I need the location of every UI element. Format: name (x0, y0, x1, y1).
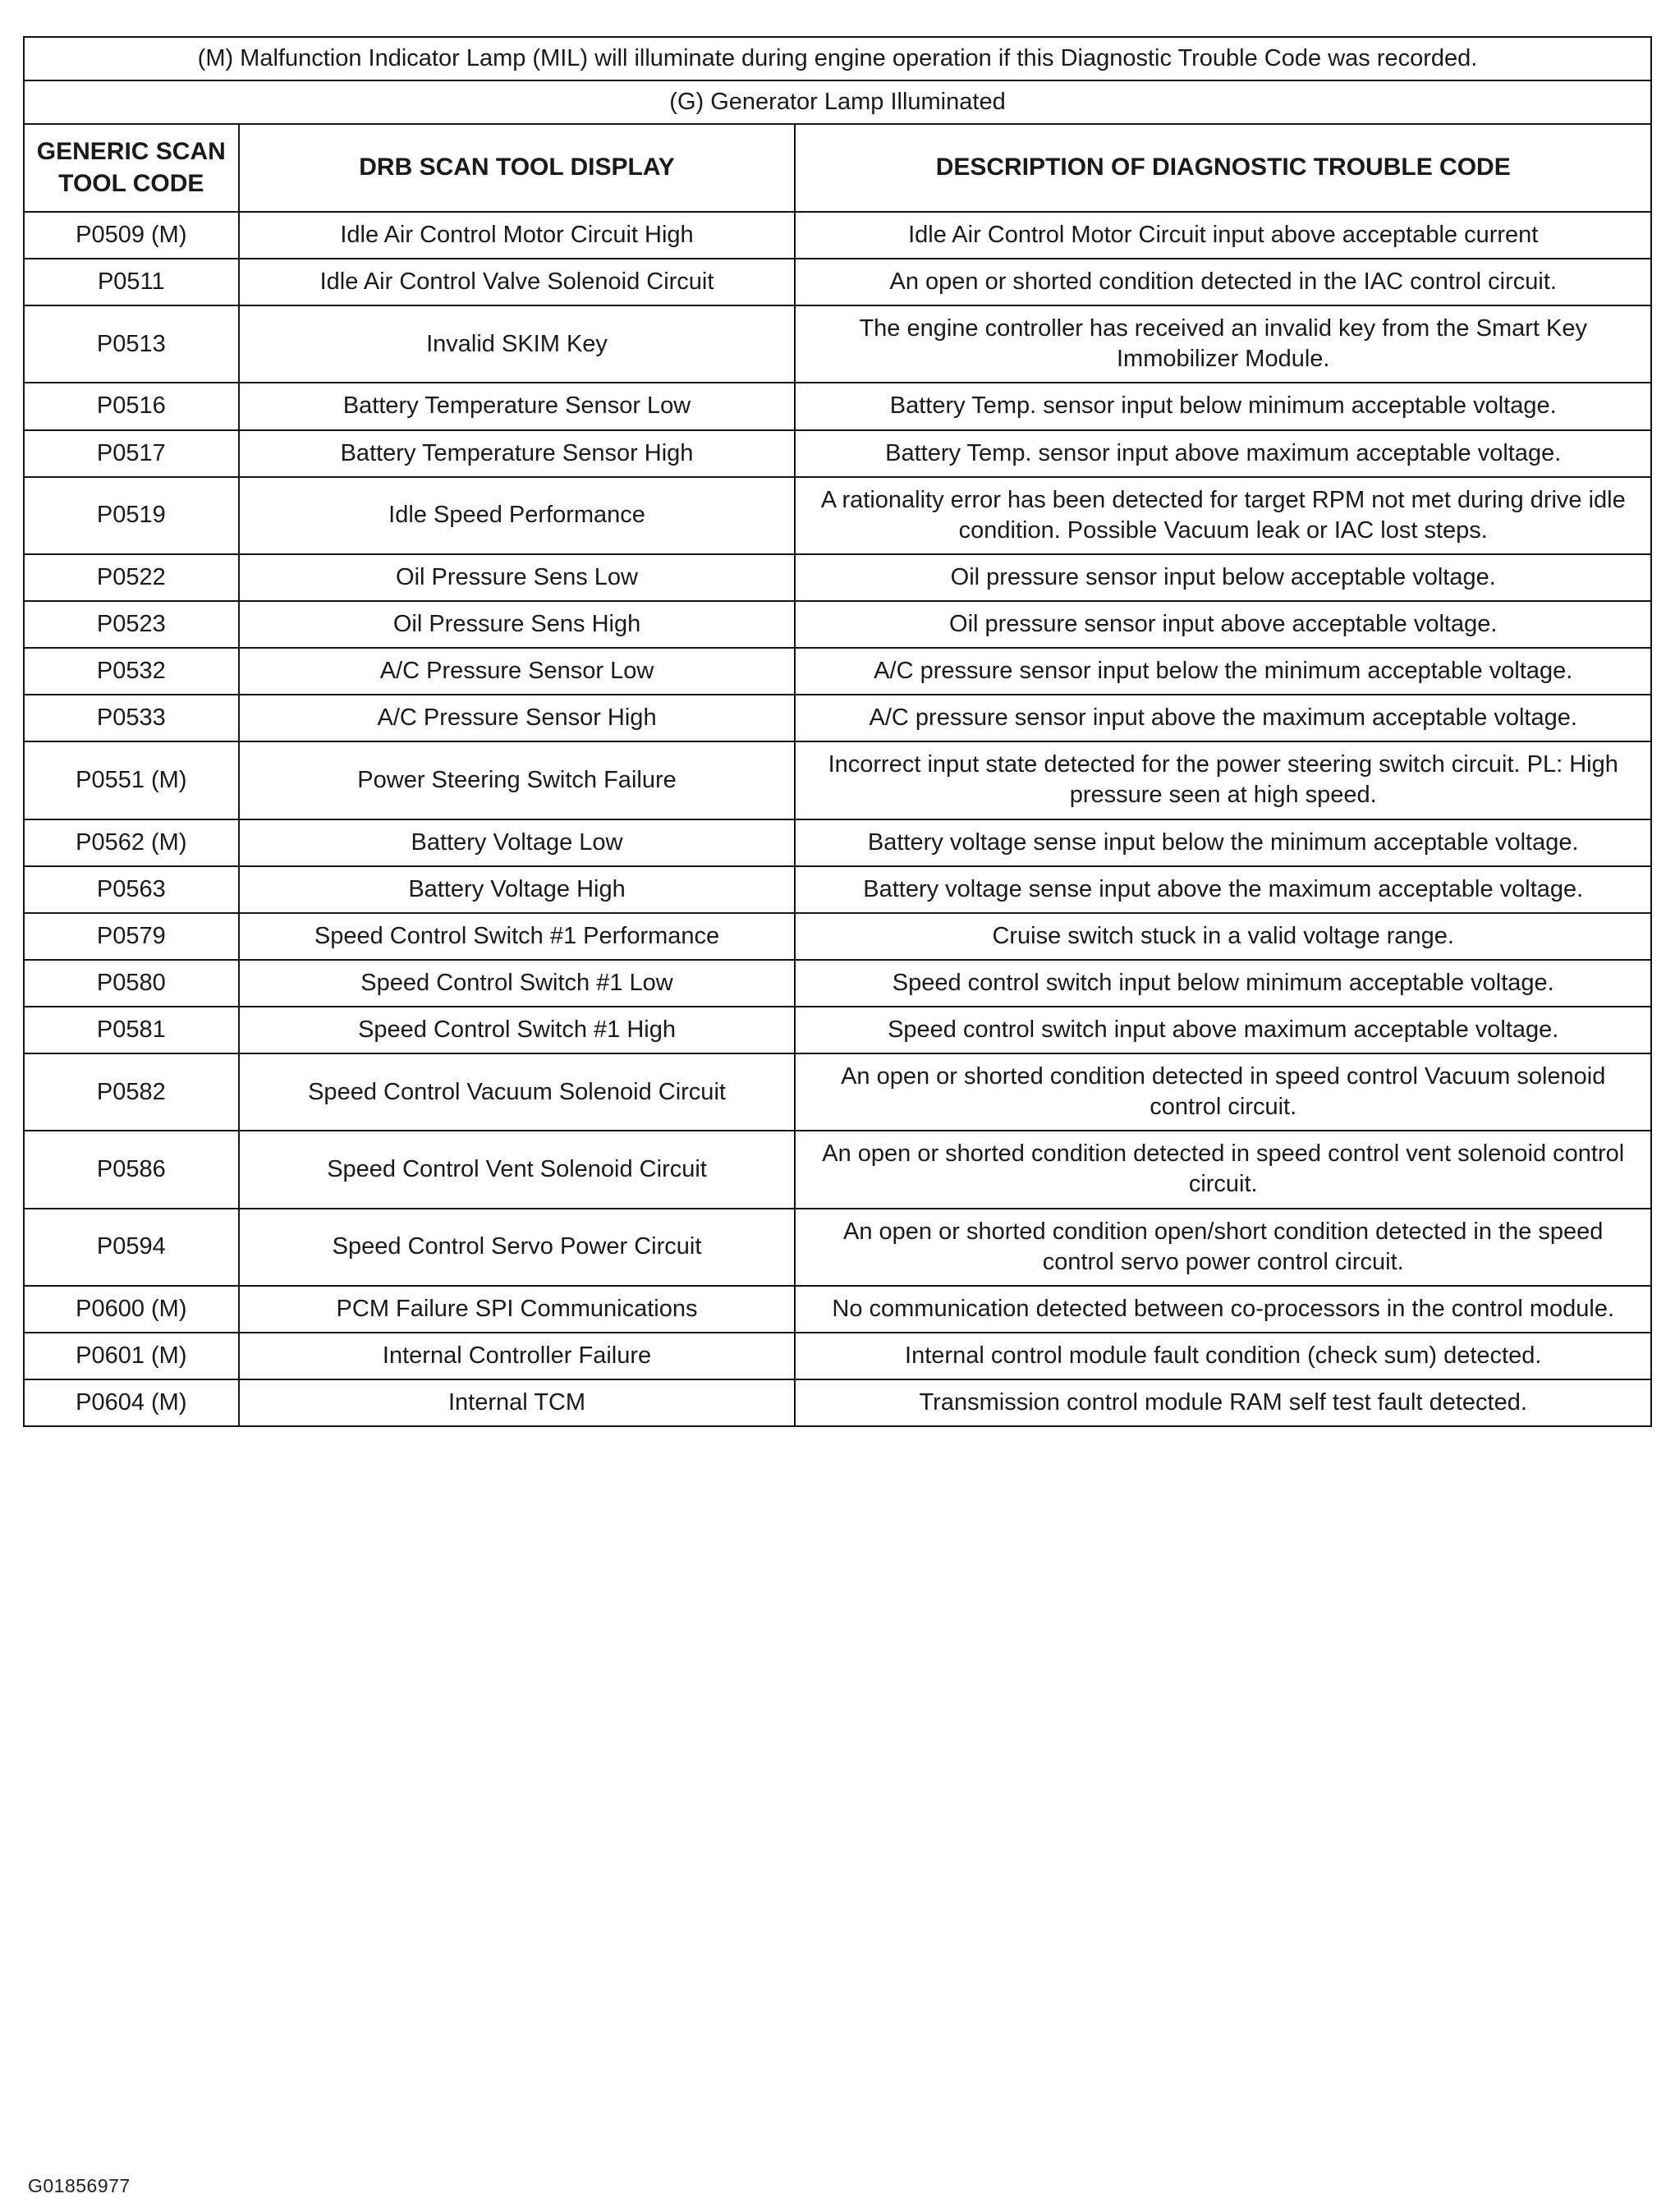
table-row (24, 1286, 1651, 1333)
code-cell: P0519 (24, 477, 239, 554)
description-cell: An open or shorted condition detected in speed control Vacuum solenoid control circuit. (795, 1053, 1651, 1131)
dtc-table-head (24, 37, 1651, 212)
description-cell: Battery Temp. sensor input above maximum acceptable voltage. (795, 430, 1651, 477)
description-cell: An open or shorted condition open/short condition detected in the speed control servo power control circuit. (795, 1209, 1651, 1286)
note-generator-text: (G) Generator Lamp Illuminated (24, 80, 1651, 124)
display-cell: Speed Control Switch #1 High (239, 1007, 796, 1053)
table-row (24, 1209, 1651, 1286)
table-row (24, 960, 1651, 1007)
code-cell: P0582 (24, 1053, 239, 1131)
display-cell: Battery Temperature Sensor High (239, 430, 796, 477)
table-row (24, 212, 1651, 259)
display-cell: Speed Control Vent Solenoid Circuit (239, 1131, 796, 1208)
code-cell: P0581 (24, 1007, 239, 1053)
dtc-table (23, 36, 1652, 1427)
column-header-drb-display: DRB SCAN TOOL DISPLAY (239, 124, 796, 212)
display-cell: Idle Air Control Valve Solenoid Circuit (239, 259, 796, 305)
table-row (24, 383, 1651, 429)
code-cell: P0517 (24, 430, 239, 477)
code-cell: P0513 (24, 305, 239, 383)
table-row (24, 866, 1651, 913)
display-cell: Battery Voltage High (239, 866, 796, 913)
table-row (24, 554, 1651, 601)
display-cell: Idle Air Control Motor Circuit High (239, 212, 796, 259)
display-cell: Internal TCM (239, 1379, 796, 1426)
display-cell: A/C Pressure Sensor High (239, 695, 796, 741)
display-cell: Internal Controller Failure (239, 1333, 796, 1379)
display-cell: Oil Pressure Sens High (239, 601, 796, 648)
code-cell: P0600 (M) (24, 1286, 239, 1333)
code-cell: P0509 (M) (24, 212, 239, 259)
display-cell: A/C Pressure Sensor Low (239, 648, 796, 695)
note-mil-text: (M) Malfunction Indicator Lamp (MIL) will illuminate during engine operation if this Diagnostic Trouble Code was recorded. (24, 37, 1651, 80)
description-cell: The engine controller has received an invalid key from the Smart Key Immobilizer Module. (795, 305, 1651, 383)
code-cell: P0516 (24, 383, 239, 429)
table-row (24, 1333, 1651, 1379)
description-cell: A rationality error has been detected for target RPM not met during drive idle condition. Possible Vacuum leak or IAC lost steps. (795, 477, 1651, 554)
description-cell: A/C pressure sensor input below the minimum acceptable voltage. (795, 648, 1651, 695)
code-cell: P0523 (24, 601, 239, 648)
description-cell: Oil pressure sensor input below acceptable voltage. (795, 554, 1651, 601)
dtc-table-body (24, 212, 1651, 1426)
description-cell: Internal control module fault condition (check sum) detected. (795, 1333, 1651, 1379)
table-row (24, 648, 1651, 695)
code-cell: P0522 (24, 554, 239, 601)
table-row (24, 913, 1651, 960)
code-cell: P0580 (24, 960, 239, 1007)
description-cell: Speed control switch input above maximum acceptable voltage. (795, 1007, 1651, 1053)
code-cell: P0594 (24, 1209, 239, 1286)
table-row (24, 741, 1651, 819)
table-row (24, 601, 1651, 648)
column-header-generic-code: GENERIC SCAN TOOL CODE (24, 124, 239, 212)
note-row-generator (24, 80, 1651, 124)
figure-id: G01856977 (28, 2175, 131, 2196)
display-cell: PCM Failure SPI Communications (239, 1286, 796, 1333)
description-cell: An open or shorted condition detected in the IAC control circuit. (795, 259, 1651, 305)
display-cell: Speed Control Switch #1 Low (239, 960, 796, 1007)
description-cell: Oil pressure sensor input above acceptable voltage. (795, 601, 1651, 648)
display-cell: Invalid SKIM Key (239, 305, 796, 383)
display-cell: Battery Temperature Sensor Low (239, 383, 796, 429)
description-cell: No communication detected between co-processors in the control module. (795, 1286, 1651, 1333)
description-cell: An open or shorted condition detected in speed control vent solenoid control circuit. (795, 1131, 1651, 1208)
code-cell: P0551 (M) (24, 741, 239, 819)
description-cell: Cruise switch stuck in a valid voltage range. (795, 913, 1651, 960)
display-cell: Speed Control Servo Power Circuit (239, 1209, 796, 1286)
display-cell: Battery Voltage Low (239, 819, 796, 866)
table-row (24, 1131, 1651, 1208)
display-cell: Speed Control Switch #1 Performance (239, 913, 796, 960)
display-cell: Oil Pressure Sens Low (239, 554, 796, 601)
column-header-description: DESCRIPTION OF DIAGNOSTIC TROUBLE CODE (795, 124, 1651, 212)
description-cell: Battery voltage sense input below the minimum acceptable voltage. (795, 819, 1651, 866)
table-row (24, 1007, 1651, 1053)
table-row (24, 695, 1651, 741)
code-cell: P0604 (M) (24, 1379, 239, 1426)
description-cell: Incorrect input state detected for the power steering switch circuit. PL: High pressure seen at high speed. (795, 741, 1651, 819)
description-cell: Speed control switch input below minimum acceptable voltage. (795, 960, 1651, 1007)
table-row (24, 305, 1651, 383)
note-row-mil (24, 37, 1651, 80)
description-cell: Battery voltage sense input above the maximum acceptable voltage. (795, 866, 1651, 913)
table-row (24, 430, 1651, 477)
table-row (24, 477, 1651, 554)
description-cell: A/C pressure sensor input above the maximum acceptable voltage. (795, 695, 1651, 741)
table-row (24, 259, 1651, 305)
description-cell: Battery Temp. sensor input below minimum acceptable voltage. (795, 383, 1651, 429)
code-cell: P0579 (24, 913, 239, 960)
display-cell: Power Steering Switch Failure (239, 741, 796, 819)
code-cell: P0563 (24, 866, 239, 913)
code-cell: P0601 (M) (24, 1333, 239, 1379)
display-cell: Idle Speed Performance (239, 477, 796, 554)
code-cell: P0532 (24, 648, 239, 695)
column-header-row (24, 124, 1651, 212)
table-row (24, 819, 1651, 866)
display-cell: Speed Control Vacuum Solenoid Circuit (239, 1053, 796, 1131)
code-cell: P0586 (24, 1131, 239, 1208)
code-cell: P0511 (24, 259, 239, 305)
table-row (24, 1379, 1651, 1426)
table-row (24, 1053, 1651, 1131)
description-cell: Transmission control module RAM self test fault detected. (795, 1379, 1651, 1426)
description-cell: Idle Air Control Motor Circuit input above acceptable current (795, 212, 1651, 259)
code-cell: P0533 (24, 695, 239, 741)
code-cell: P0562 (M) (24, 819, 239, 866)
